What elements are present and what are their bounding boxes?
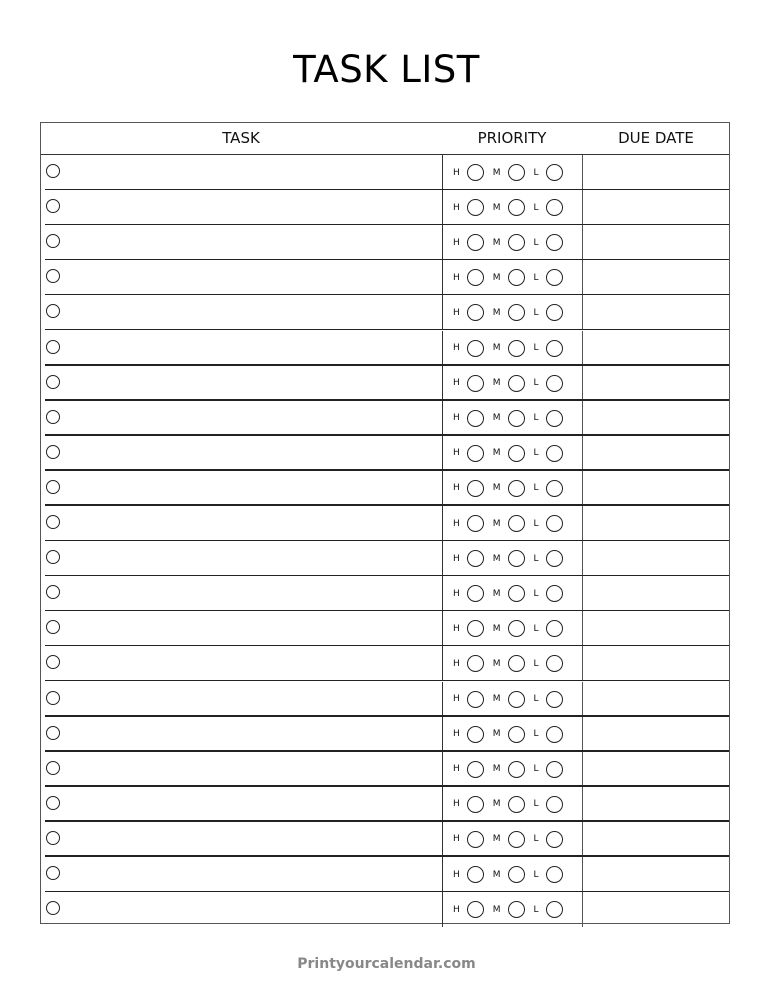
priority-label-l: L	[533, 658, 539, 669]
priority-radio-l[interactable]	[546, 234, 563, 251]
due-date-field[interactable]	[583, 436, 729, 471]
task-text-field[interactable]	[67, 234, 437, 252]
table-row	[41, 366, 729, 401]
priority-selector	[442, 471, 583, 506]
priority-label-m: M	[492, 729, 501, 740]
task-text-field[interactable]	[67, 269, 437, 287]
footer-website: Printyourcalendar.com	[297, 956, 476, 972]
priority-label-l: L	[533, 167, 539, 178]
task-checkbox-circle[interactable]	[46, 375, 60, 389]
priority-radio-m[interactable]	[508, 831, 525, 848]
table-row	[41, 401, 729, 436]
priority-radio-l[interactable]	[546, 726, 563, 743]
priority-radio-h[interactable]	[467, 761, 484, 778]
priority-radio-m[interactable]	[508, 550, 525, 567]
priority-radio-h[interactable]	[467, 304, 484, 321]
task-checkbox-circle[interactable]	[46, 515, 60, 529]
priority-radio-m[interactable]	[508, 304, 525, 321]
priority-selector	[442, 225, 583, 260]
table-row	[41, 787, 729, 822]
priority-radio-h[interactable]	[467, 410, 484, 427]
priority-radio-m[interactable]	[508, 375, 525, 392]
priority-label-l: L	[533, 378, 539, 389]
priority-radio-m[interactable]	[508, 445, 525, 462]
priority-radio-m[interactable]	[508, 234, 525, 251]
priority-radio-l[interactable]	[546, 655, 563, 672]
priority-radio-m[interactable]	[508, 726, 525, 743]
priority-radio-l[interactable]	[546, 866, 563, 883]
priority-radio-h[interactable]	[467, 164, 484, 181]
priority-selector	[442, 717, 583, 752]
priority-label-l: L	[533, 694, 539, 704]
priority-label-l: L	[533, 764, 539, 775]
task-text-field[interactable]	[67, 340, 437, 358]
priority-radio-m[interactable]	[508, 796, 525, 813]
priority-label-h: H	[453, 448, 460, 459]
priority-label-l: L	[533, 834, 539, 845]
priority-label-l: L	[533, 729, 539, 740]
priority-label-m: M	[492, 658, 501, 669]
priority-radio-l[interactable]	[546, 375, 563, 392]
priority-radio-m[interactable]	[508, 269, 525, 286]
task-text-field[interactable]	[67, 164, 437, 182]
table-row	[41, 892, 729, 927]
table-row	[41, 752, 729, 787]
task-text-field[interactable]	[67, 445, 437, 463]
priority-label-h: H	[453, 413, 460, 424]
table-row	[41, 646, 729, 681]
priority-label-h: H	[453, 343, 460, 353]
priority-selector	[442, 892, 583, 927]
table-row	[41, 717, 729, 752]
priority-label-m: M	[492, 307, 501, 318]
priority-label-m: M	[492, 272, 501, 283]
priority-label-h: H	[453, 202, 460, 213]
task-checkbox-circle[interactable]	[46, 761, 60, 775]
task-checkbox-circle[interactable]	[46, 164, 60, 178]
task-checkbox-circle[interactable]	[46, 234, 60, 248]
priority-label-m: M	[492, 413, 501, 424]
priority-radio-h[interactable]	[467, 655, 484, 672]
table-row	[41, 260, 729, 295]
priority-radio-m[interactable]	[508, 585, 525, 602]
priority-radio-h[interactable]	[467, 901, 484, 918]
priority-radio-m[interactable]	[508, 901, 525, 918]
priority-radio-l[interactable]	[546, 164, 563, 181]
task-text-field[interactable]	[67, 480, 437, 498]
priority-radio-l[interactable]	[546, 340, 563, 357]
due-date-field[interactable]	[583, 471, 729, 506]
priority-label-m: M	[492, 518, 501, 529]
priority-radio-h[interactable]	[467, 620, 484, 637]
priority-label-h: H	[453, 307, 460, 318]
priority-label-m: M	[492, 448, 501, 459]
task-text-field[interactable]	[67, 585, 437, 603]
priority-radio-l[interactable]	[546, 691, 563, 708]
priority-label-m: M	[492, 904, 501, 915]
priority-label-h: H	[453, 799, 460, 810]
priority-radio-m[interactable]	[508, 199, 525, 216]
priority-radio-m[interactable]	[508, 515, 525, 532]
priority-radio-m[interactable]	[508, 761, 525, 778]
priority-label-h: H	[453, 764, 460, 775]
page-title: TASK LIST	[293, 48, 480, 91]
priority-label-m: M	[492, 483, 501, 494]
task-checkbox-circle[interactable]	[46, 726, 60, 740]
header-priority: PRIORITY	[477, 129, 547, 147]
priority-selector	[442, 822, 583, 857]
priority-radio-h[interactable]	[467, 796, 484, 813]
priority-label-h: H	[453, 237, 460, 248]
priority-label-h: H	[453, 553, 460, 564]
priority-label-l: L	[533, 272, 539, 283]
task-text-field[interactable]	[67, 761, 437, 779]
priority-label-l: L	[533, 553, 539, 564]
priority-radio-m[interactable]	[508, 340, 525, 357]
due-date-field[interactable]	[583, 646, 729, 681]
priority-radio-l[interactable]	[546, 304, 563, 321]
due-date-field[interactable]	[583, 787, 729, 822]
priority-label-l: L	[533, 202, 539, 213]
task-text-field[interactable]	[67, 655, 437, 673]
due-date-field[interactable]	[583, 752, 729, 787]
due-date-field[interactable]	[583, 576, 729, 611]
priority-label-m: M	[492, 343, 501, 353]
table-row	[41, 541, 729, 576]
due-date-field[interactable]	[583, 892, 729, 927]
priority-label-l: L	[533, 799, 539, 810]
priority-label-h: H	[453, 834, 460, 845]
priority-label-m: M	[492, 202, 501, 213]
priority-selector	[442, 295, 583, 330]
task-checkbox-circle[interactable]	[46, 199, 60, 213]
header-due-date: DUE DATE	[618, 129, 694, 147]
priority-selector	[442, 646, 583, 681]
table-row	[41, 225, 729, 260]
due-date-field[interactable]	[583, 506, 729, 541]
task-text-field[interactable]	[67, 199, 437, 217]
task-checkbox-circle[interactable]	[46, 480, 60, 494]
priority-label-h: H	[453, 623, 460, 634]
task-text-field[interactable]	[67, 866, 437, 884]
table-row	[41, 155, 729, 190]
table-row	[41, 471, 729, 506]
priority-label-l: L	[533, 904, 539, 915]
priority-radio-h[interactable]	[467, 199, 484, 216]
priority-selector	[442, 331, 583, 366]
priority-radio-m[interactable]	[508, 655, 525, 672]
task-text-field[interactable]	[67, 620, 437, 638]
priority-label-h: H	[453, 694, 460, 704]
priority-selector	[442, 576, 583, 611]
priority-radio-m[interactable]	[508, 480, 525, 497]
table-row	[41, 857, 729, 892]
priority-radio-l[interactable]	[546, 901, 563, 918]
task-checkbox-circle[interactable]	[46, 620, 60, 634]
table-row	[41, 295, 729, 330]
priority-label-h: H	[453, 272, 460, 283]
priority-label-l: L	[533, 869, 539, 880]
priority-selector	[442, 190, 583, 225]
priority-label-h: H	[453, 869, 460, 880]
priority-radio-l[interactable]	[546, 410, 563, 427]
task-checkbox-circle[interactable]	[46, 445, 60, 459]
priority-radio-h[interactable]	[467, 445, 484, 462]
task-checkbox-circle[interactable]	[46, 655, 60, 669]
priority-selector	[442, 541, 583, 576]
task-text-field[interactable]	[67, 831, 437, 849]
task-checkbox-circle[interactable]	[46, 901, 60, 915]
priority-radio-h[interactable]	[467, 269, 484, 286]
task-text-field[interactable]	[67, 515, 437, 533]
priority-radio-l[interactable]	[546, 796, 563, 813]
priority-label-h: H	[453, 904, 460, 915]
due-date-field[interactable]	[583, 295, 729, 330]
priority-radio-h[interactable]	[467, 831, 484, 848]
table-header	[41, 123, 729, 155]
priority-label-m: M	[492, 764, 501, 775]
priority-label-h: H	[453, 518, 460, 529]
table-row	[41, 506, 729, 541]
due-date-field[interactable]	[583, 190, 729, 225]
due-date-field[interactable]	[583, 857, 729, 892]
priority-selector	[442, 155, 583, 190]
priority-radio-l[interactable]	[546, 515, 563, 532]
task-checkbox-circle[interactable]	[46, 585, 60, 599]
task-text-field[interactable]	[67, 901, 437, 919]
due-date-field[interactable]	[583, 822, 729, 857]
priority-radio-l[interactable]	[546, 480, 563, 497]
priority-label-m: M	[492, 237, 501, 248]
task-text-field[interactable]	[67, 550, 437, 568]
priority-radio-l[interactable]	[546, 199, 563, 216]
task-text-field[interactable]	[67, 726, 437, 744]
due-date-field[interactable]	[583, 541, 729, 576]
priority-label-l: L	[533, 237, 539, 248]
priority-label-h: H	[453, 658, 460, 669]
task-checkbox-circle[interactable]	[46, 691, 60, 705]
priority-label-h: H	[453, 729, 460, 740]
priority-label-h: H	[453, 483, 460, 494]
header-task: TASK	[222, 129, 260, 147]
priority-radio-l[interactable]	[546, 761, 563, 778]
table-row	[41, 611, 729, 646]
priority-label-m: M	[492, 694, 501, 704]
priority-radio-l[interactable]	[546, 269, 563, 286]
priority-radio-m[interactable]	[508, 866, 525, 883]
task-checkbox-circle[interactable]	[46, 269, 60, 283]
priority-label-m: M	[492, 799, 501, 810]
priority-label-l: L	[533, 343, 539, 353]
priority-selector	[442, 436, 583, 471]
task-checkbox-circle[interactable]	[46, 796, 60, 810]
due-date-field[interactable]	[583, 717, 729, 752]
priority-radio-h[interactable]	[467, 866, 484, 883]
priority-radio-h[interactable]	[467, 550, 484, 567]
priority-radio-h[interactable]	[467, 375, 484, 392]
priority-selector	[442, 401, 583, 436]
priority-label-m: M	[492, 869, 501, 880]
table-row	[41, 576, 729, 611]
priority-radio-m[interactable]	[508, 164, 525, 181]
due-date-field[interactable]	[583, 611, 729, 646]
due-date-field[interactable]	[583, 260, 729, 295]
task-table	[40, 122, 730, 924]
priority-label-m: M	[492, 553, 501, 564]
priority-label-m: M	[492, 167, 501, 178]
priority-radio-m[interactable]	[508, 410, 525, 427]
priority-label-h: H	[453, 167, 460, 178]
task-checkbox-circle[interactable]	[46, 304, 60, 318]
priority-label-h: H	[453, 588, 460, 599]
priority-selector	[442, 260, 583, 295]
priority-radio-m[interactable]	[508, 691, 525, 708]
priority-radio-h[interactable]	[467, 726, 484, 743]
table-row	[41, 190, 729, 225]
table-row	[41, 436, 729, 471]
task-checkbox-circle[interactable]	[46, 340, 60, 354]
priority-selector	[442, 857, 583, 892]
table-row	[41, 822, 729, 857]
priority-selector	[442, 506, 583, 541]
task-text-field[interactable]	[67, 304, 437, 322]
priority-radio-l[interactable]	[546, 831, 563, 848]
task-text-field[interactable]	[67, 410, 437, 428]
task-checkbox-circle[interactable]	[46, 831, 60, 845]
priority-radio-h[interactable]	[467, 691, 484, 708]
priority-label-l: L	[533, 483, 539, 494]
task-text-field[interactable]	[67, 796, 437, 814]
priority-radio-h[interactable]	[467, 340, 484, 357]
task-checkbox-circle[interactable]	[46, 410, 60, 424]
priority-label-l: L	[533, 518, 539, 529]
priority-label-l: L	[533, 588, 539, 599]
due-date-field[interactable]	[583, 682, 729, 717]
priority-label-m: M	[492, 378, 501, 389]
priority-label-m: M	[492, 623, 501, 634]
priority-radio-m[interactable]	[508, 620, 525, 637]
priority-selector	[442, 752, 583, 787]
priority-label-m: M	[492, 834, 501, 845]
due-date-field[interactable]	[583, 366, 729, 401]
priority-label-l: L	[533, 413, 539, 424]
priority-label-m: M	[492, 588, 501, 599]
priority-radio-h[interactable]	[467, 480, 484, 497]
priority-radio-h[interactable]	[467, 515, 484, 532]
due-date-field[interactable]	[583, 155, 729, 190]
priority-label-l: L	[533, 448, 539, 459]
task-checkbox-circle[interactable]	[46, 550, 60, 564]
priority-radio-h[interactable]	[467, 585, 484, 602]
priority-selector	[442, 366, 583, 401]
priority-radio-l[interactable]	[546, 585, 563, 602]
priority-selector	[442, 787, 583, 822]
due-date-field[interactable]	[583, 331, 729, 366]
priority-radio-h[interactable]	[467, 234, 484, 251]
due-date-field[interactable]	[583, 401, 729, 436]
priority-label-l: L	[533, 307, 539, 318]
due-date-field[interactable]	[583, 225, 729, 260]
table-row	[41, 331, 729, 366]
priority-radio-l[interactable]	[546, 445, 563, 462]
task-text-field[interactable]	[67, 691, 437, 709]
task-text-field[interactable]	[67, 375, 437, 393]
table-row	[41, 682, 729, 717]
priority-selector	[442, 682, 583, 717]
priority-selector	[442, 611, 583, 646]
priority-label-l: L	[533, 623, 539, 634]
priority-label-h: H	[453, 378, 460, 389]
priority-radio-l[interactable]	[546, 550, 563, 567]
task-checkbox-circle[interactable]	[46, 866, 60, 880]
priority-radio-l[interactable]	[546, 620, 563, 637]
